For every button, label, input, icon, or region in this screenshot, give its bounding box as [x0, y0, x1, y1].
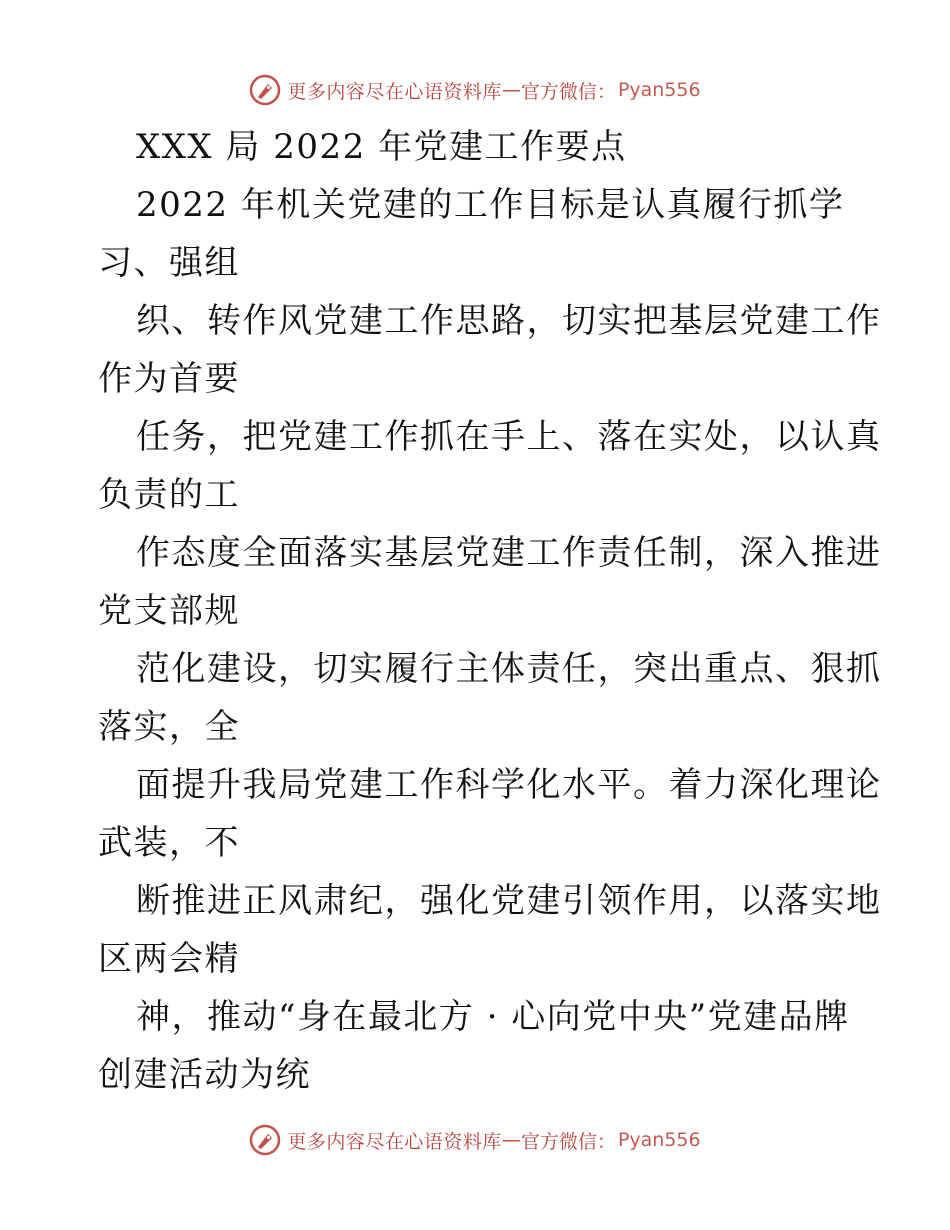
paragraph-line: 党支部规: [98, 591, 240, 631]
paragraph-line: 2022 年机关党建的工作目标是认真履行抓学: [136, 185, 845, 225]
watermark-wechat-label: 官方微信：: [520, 80, 616, 103]
watermark-text: 更多内容尽在心语资料库: [287, 1130, 502, 1153]
watermark-separator: —: [501, 1129, 521, 1151]
paragraph-line: 武装，不: [98, 823, 240, 863]
paragraph-line: 神，推动“身在最北方 · 心向党中央”党建品牌: [136, 997, 850, 1037]
watermark-wechat-label: 官方微信：: [520, 1130, 616, 1153]
document-body: [98, 118, 882, 1104]
pen-nib-logo-icon: [249, 1124, 281, 1156]
paragraph-line: 落实，全: [98, 707, 240, 747]
header-watermark: [0, 70, 950, 110]
paragraph-line: 习、强组: [98, 243, 240, 283]
paragraph-line: 范化建设，切实履行主体责任，突出重点、狠抓: [136, 649, 882, 689]
pen-nib-logo-icon: [249, 74, 281, 106]
paragraph-line: 负责的工: [98, 475, 240, 515]
document-title: XXX 局 2022 年党建工作要点: [136, 127, 627, 167]
paragraph-line: 任务，把党建工作抓在手上、落在实处，以认真: [136, 417, 882, 457]
paragraph-line: 作为首要: [98, 359, 240, 399]
paragraph-line: 创建活动为统: [98, 1055, 311, 1095]
paragraph-line: 区两会精: [98, 939, 240, 979]
watermark-separator: —: [501, 79, 521, 101]
watermark-wechat-id: Pyan556: [617, 79, 701, 101]
paragraph-line: 断推进正风肃纪，强化党建引领作用，以落实地: [136, 881, 882, 921]
paragraph-line: 面提升我局党建工作科学化水平。着力深化理论: [136, 765, 882, 805]
paragraph-line: 作态度全面落实基层党建工作责任制，深入推进: [136, 533, 882, 573]
watermark-text: 更多内容尽在心语资料库: [287, 80, 502, 103]
footer-watermark: [0, 1120, 950, 1160]
paragraph-line: 织、转作风党建工作思路，切实把基层党建工作: [136, 301, 882, 341]
watermark-wechat-id: Pyan556: [617, 1129, 701, 1151]
